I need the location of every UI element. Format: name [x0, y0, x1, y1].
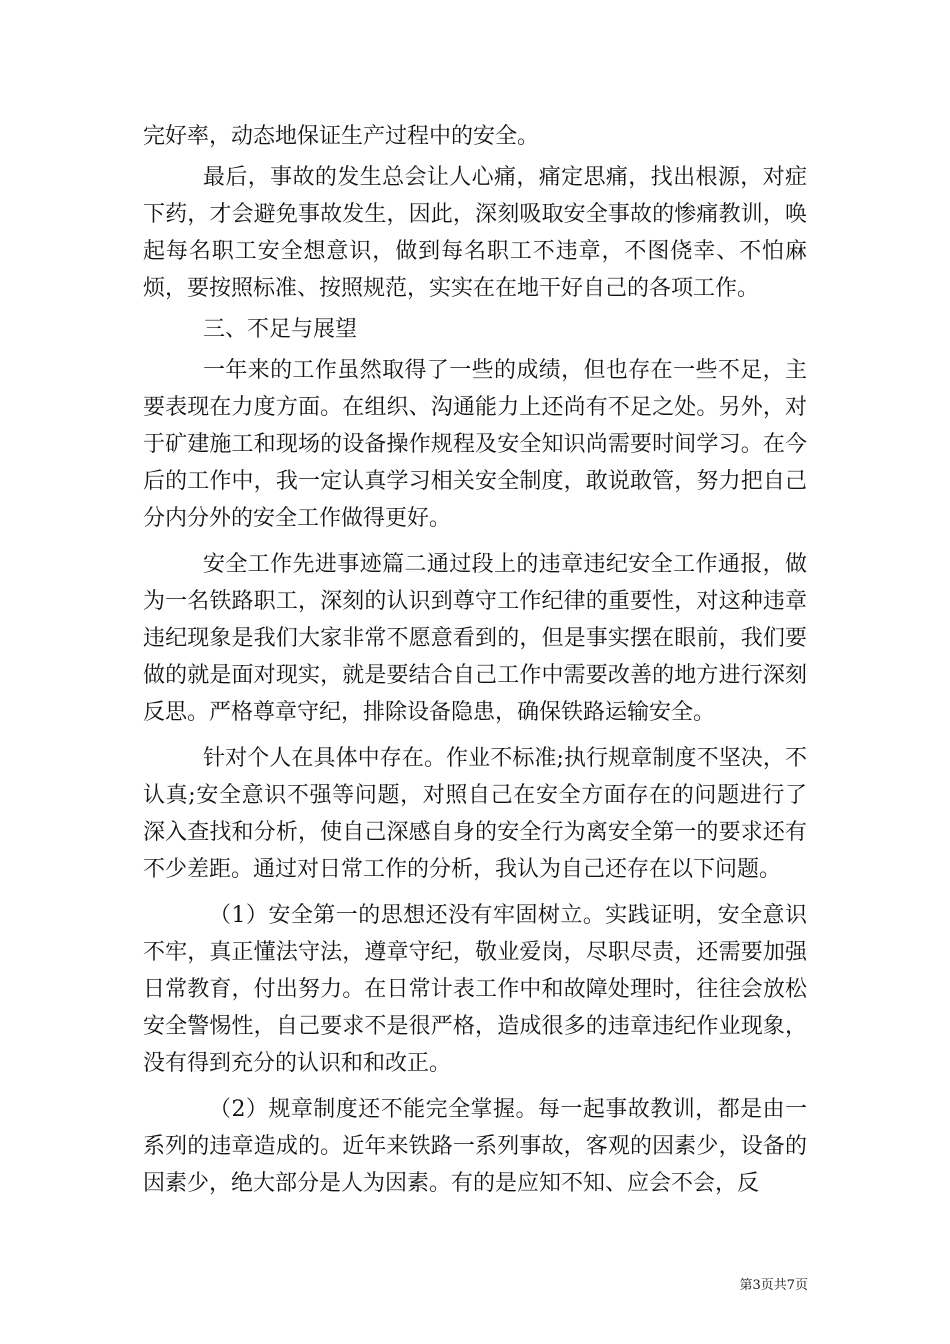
- paragraph-shortcomings: 一年来的工作虽然取得了一些的成绩，但也存在一些不足，主要表现在力度方面。在组织、沟通能力上还尚有不足之处。另外，对于矿建施工和现场的设备操作规程及安全知识尚需要时间学习。在今后的工作中，我一定认真学习相关安全制度，敢说敢管，努力把自己分内分外的安全工作做得更好。: [143, 358, 807, 531]
- paragraph-part-two-intro: 安全工作先进事迹篇二通过段上的违章违纪安全工作通报，做为一名铁路职工，深刻的认识到尊守工作纪律的重要性，对这种违章违纪现象是我们大家非常不愿意看到的，但是事实摆在眼前，我们要做的就是面对现实，就是要结合自己工作中需要改善的地方进行深刻反思。严格尊章守纪，排除设备隐患，确保铁路运输安全。: [143, 552, 807, 725]
- page-number: 第3页共7页: [739, 1278, 808, 1293]
- list-item-1: （1）安全第一的思想还没有牢固树立。实践证明，安全意识不牢，真正懂法守法，遵章守纪，敬业爱岗，尽职尽责，还需要加强日常教育，付出努力。在日常计表工作中和故障处理时，往往会放松安全警惕性，自己要求不是很严格，造成很多的违章违纪作业现象，没有得到充分的认识和和改正。: [143, 903, 807, 1076]
- paragraph-continuation: 完好率，动态地保证生产过程中的安全。: [143, 124, 540, 149]
- paragraph-conclusion: 最后，事故的发生总会让人心痛，痛定思痛，找出根源，对症下药，才会避免事故发生，因此，深刻吸取安全事故的惨痛教训，唤起每名职工安全想意识，做到每名职工不违章，不图侥幸、不怕麻烦，要按照标准、按照规范，实实在在地干好自己的各项工作。: [143, 165, 807, 301]
- section-heading: 三、不足与展望: [203, 317, 358, 342]
- paragraph-personal-issues: 针对个人在具体中存在。作业不标准;执行规章制度不坚决，不认真;安全意识不强等问题，对照自己在安全方面存在的问题进行了深入查找和分析，使自己深感自身的安全行为离安全第一的要求还有不少差距。通过对日常工作的分析，我认为自己还存在以下问题。: [143, 746, 807, 882]
- list-item-2: （2）规章制度还不能完全掌握。每一起事故教训，都是由一系列的违章造成的。近年来铁路一系列事故，客观的因素少，设备的因素少，绝大部分是人为因素。有的是应知不知、应会不会，反: [143, 1097, 807, 1196]
- document-body: [143, 118, 807, 1202]
